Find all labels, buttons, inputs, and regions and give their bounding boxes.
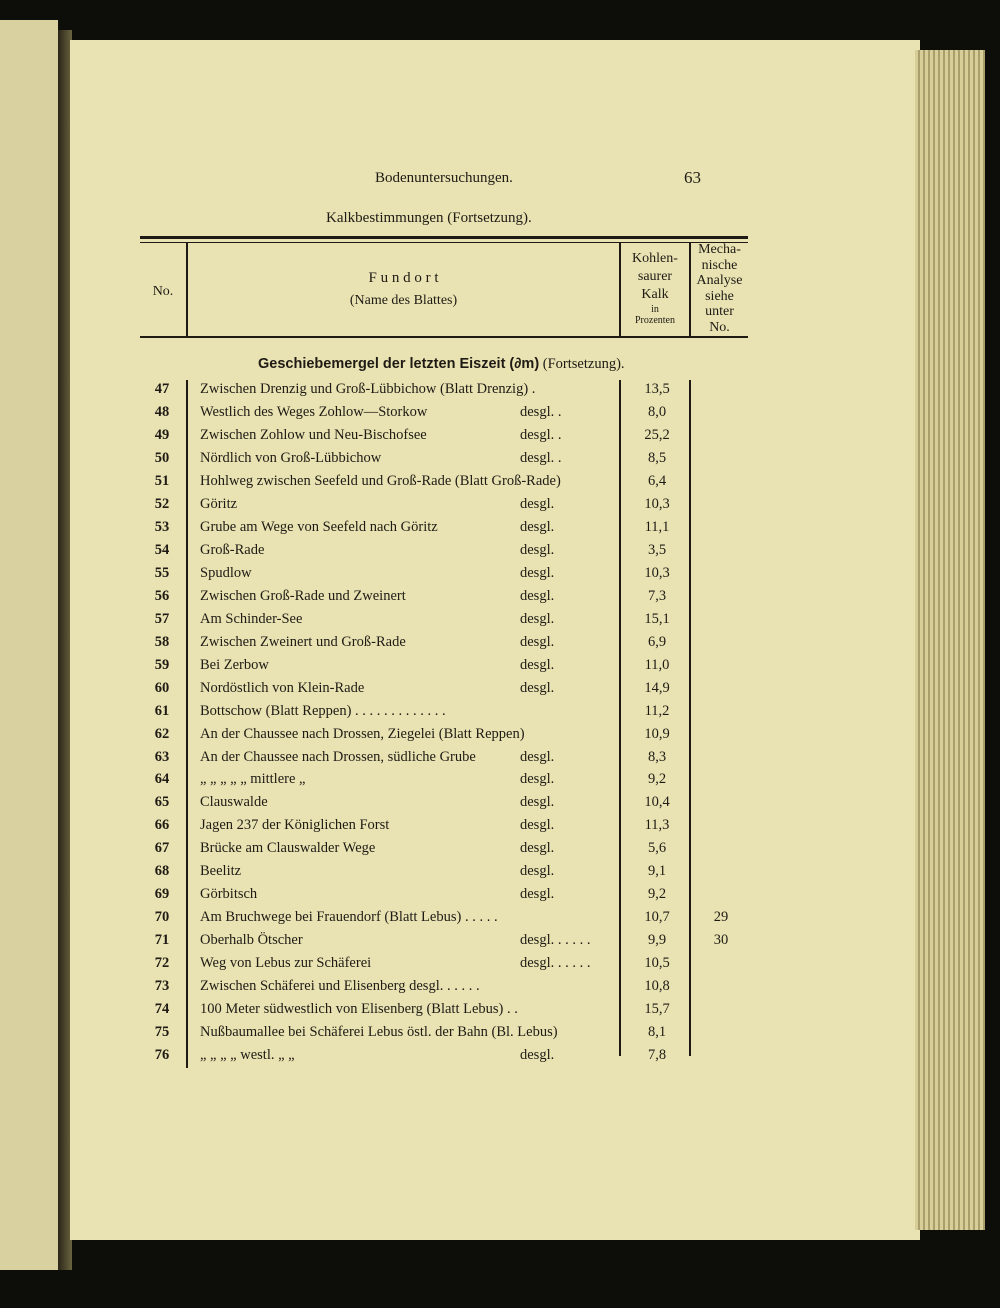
cell-place: Brücke am Clauswalder Wege [200, 840, 376, 857]
cell-ref: desgl. [520, 656, 555, 673]
cell-no: 51 [154, 472, 170, 489]
cell-no: 74 [154, 1001, 170, 1018]
cell-no: 69 [154, 886, 170, 903]
cell-place: Groß-Rade [200, 541, 265, 558]
cell-ref: desgl. [520, 518, 555, 535]
cell-value: 10,5 [644, 955, 670, 972]
cell-value: 7,8 [647, 1047, 667, 1064]
header-kalk-line: in [651, 304, 659, 315]
header-no: No. [152, 284, 174, 299]
table-row [140, 886, 750, 909]
table-row [140, 450, 750, 473]
section-heading-text: Geschiebemergel der letzten Eiszeit (∂m) [258, 356, 540, 372]
cell-ref: desgl. [520, 771, 555, 788]
cell-no: 50 [154, 449, 170, 466]
header-kalk-line: Kohlen- [632, 251, 678, 266]
cell-ref: desgl. . [520, 426, 562, 443]
cell-no: 73 [154, 978, 170, 995]
cell-value: 10,4 [644, 794, 670, 811]
cell-value: 9,1 [647, 863, 667, 880]
cell-value: 8,0 [647, 403, 667, 420]
table-row [140, 634, 750, 657]
cell-ref: desgl. [520, 840, 555, 857]
cell-ref: desgl. [520, 817, 555, 834]
cell-no: 64 [154, 771, 170, 788]
header-fundort-sub: (Name des Blattes) [349, 293, 458, 308]
cell-value: 7,3 [647, 587, 667, 604]
cell-value: 3,5 [647, 541, 667, 558]
header-kalk-line: Kalk [641, 287, 669, 302]
cell-no: 54 [154, 541, 170, 558]
cell-value: 15,7 [644, 1001, 670, 1018]
cell-value: 5,6 [647, 840, 667, 857]
cell-no: 72 [154, 955, 170, 972]
header-kalk-line: saurer [637, 269, 673, 284]
cell-place: Beelitz [200, 863, 242, 880]
cell-no: 56 [154, 587, 170, 604]
header-kalk-line: Prozenten [635, 315, 675, 326]
table-row [140, 611, 750, 634]
cell-place: Zwischen Zweinert und Groß-Rade [200, 633, 406, 650]
table-row [140, 588, 750, 611]
cell-value: 6,9 [647, 633, 667, 650]
table-row [140, 1024, 750, 1047]
header-rule [140, 336, 748, 338]
cell-analyse: 29 [713, 909, 729, 926]
cell-value: 10,3 [644, 564, 670, 581]
cell-place: Oberhalb Ötscher [200, 932, 303, 949]
table-row [140, 726, 750, 749]
cell-ref: desgl. [520, 748, 555, 765]
table-row [140, 565, 750, 588]
cell-value: 11,0 [644, 656, 670, 673]
table-row [140, 771, 750, 794]
top-rule-thin [140, 242, 748, 243]
col-divider [186, 243, 188, 336]
cell-no: 59 [154, 656, 170, 673]
top-rule [140, 236, 748, 239]
cell-place: Zwischen Drenzig und Groß-Lübbichow (Blatt Drenzig) . [200, 381, 536, 397]
cell-ref: desgl. [520, 633, 555, 650]
cell-place: „ „ „ „ „ mittlere „ [200, 771, 306, 788]
cell-no: 66 [154, 817, 170, 834]
cell-ref: desgl. . [520, 403, 562, 420]
cell-place: Görbitsch [200, 886, 258, 903]
cell-value: 9,2 [647, 886, 667, 903]
section-heading [258, 356, 625, 373]
cell-place: Göritz [200, 495, 238, 512]
header-analyse-line: unter [705, 304, 734, 319]
cell-no: 52 [154, 495, 170, 512]
cell-ref: desgl. [520, 495, 555, 512]
cell-value: 10,8 [644, 978, 670, 995]
cell-value: 10,7 [644, 909, 670, 926]
cell-ref: desgl. [520, 679, 555, 696]
cell-ref: desgl. [520, 610, 555, 627]
table-row [140, 932, 750, 955]
header-analyse-line: Mecha- [698, 242, 741, 257]
table-row [140, 909, 750, 932]
cell-value: 8,1 [647, 1024, 667, 1041]
left-page-edge [0, 20, 58, 1270]
table-row [140, 657, 750, 680]
cell-no: 70 [154, 909, 170, 926]
cell-no: 49 [154, 426, 170, 443]
cell-place: Hohlweg zwischen Seefeld und Groß-Rade (Blatt Groß-Rade) [200, 472, 561, 489]
cell-no: 53 [154, 518, 170, 535]
cell-no: 47 [154, 381, 170, 397]
header-analyse [691, 242, 748, 335]
table-row [140, 496, 750, 519]
table-row [140, 427, 750, 450]
cell-place: „ „ „ „ westl. „ „ [200, 1047, 295, 1064]
cell-no: 76 [154, 1047, 170, 1064]
cell-ref: desgl. [520, 541, 555, 558]
cell-place: Am Bruchwege bei Frauendorf (Blatt Lebus) . . . . . [200, 909, 498, 926]
cell-value: 6,4 [647, 472, 667, 489]
cell-place: Bottschow (Blatt Reppen) . . . . . . . . . . . . . [200, 702, 446, 719]
header-analyse-line: nische [701, 257, 738, 273]
table-row [140, 794, 750, 817]
table-title: Kalkbestimmungen (Fortsetzung). [326, 210, 532, 226]
cell-place: Westlich des Weges Zohlow—Storkow [200, 403, 428, 420]
table-row [140, 519, 750, 542]
header-analyse-line: siehe [705, 288, 734, 304]
cell-place: Am Schinder-See [200, 610, 303, 627]
cell-place: Nußbaumallee bei Schäferei Lebus östl. der Bahn (Bl. Lebus) [200, 1024, 558, 1041]
section-heading-suffix: (Fortsetzung). [542, 356, 625, 372]
cell-no: 75 [154, 1024, 170, 1041]
page-number: 63 [684, 168, 701, 187]
cell-place: An der Chaussee nach Drossen, südliche Grube [200, 748, 476, 765]
cell-place: Spudlow [200, 564, 252, 581]
cell-no: 63 [154, 748, 170, 765]
cell-no: 61 [154, 702, 170, 719]
cell-no: 48 [154, 403, 170, 420]
header-analyse-line: No. [709, 319, 730, 335]
cell-no: 55 [154, 564, 170, 581]
cell-ref: desgl. [520, 587, 555, 604]
cell-no: 60 [154, 679, 170, 696]
cell-ref: desgl. [520, 564, 555, 581]
cell-place: Zwischen Groß-Rade und Zweinert [200, 587, 406, 604]
table-row [140, 381, 750, 404]
header-kalk [621, 250, 689, 326]
cell-analyse: 30 [713, 932, 729, 949]
cell-no: 68 [154, 863, 170, 880]
table-row [140, 840, 750, 863]
cell-place: Nördlich von Groß-Lübbichow [200, 449, 382, 466]
cell-ref: desgl. . . . . . [520, 955, 591, 972]
cell-ref: desgl. [520, 863, 555, 880]
cell-no: 57 [154, 610, 170, 627]
table-row [140, 978, 750, 1001]
cell-ref: desgl. . [520, 449, 562, 466]
cell-value: 15,1 [644, 610, 670, 627]
cell-value: 8,5 [647, 449, 667, 466]
cell-place: An der Chaussee nach Drossen, Ziegelei (Blatt Reppen) [200, 725, 525, 742]
cell-ref: desgl. [520, 1047, 555, 1064]
cell-place: Zwischen Zohlow und Neu-Bischofsee [200, 426, 427, 443]
header-fundort: F u n d o r t [368, 270, 439, 286]
table-row [140, 703, 750, 726]
cell-place: Nordöstlich von Klein-Rade [200, 679, 365, 696]
table-row [140, 1047, 750, 1070]
cell-no: 65 [154, 794, 170, 811]
cell-no: 58 [154, 633, 170, 650]
cell-value: 8,3 [647, 748, 667, 765]
cell-place: Clauswalde [200, 794, 268, 811]
table-row [140, 817, 750, 840]
cell-place: Grube am Wege von Seefeld nach Göritz [200, 518, 438, 535]
cell-value: 11,1 [644, 518, 670, 535]
cell-place: Bei Zerbow [200, 656, 269, 673]
table-row [140, 473, 750, 496]
table-row [140, 404, 750, 427]
table-row [140, 955, 750, 978]
cell-ref: desgl. [520, 794, 555, 811]
table-row [140, 680, 750, 703]
cell-value: 10,3 [644, 495, 670, 512]
cell-ref: desgl. . . . . . [520, 932, 591, 949]
table-row [140, 1001, 750, 1024]
cell-value: 13,5 [644, 381, 670, 397]
cell-ref: desgl. [520, 886, 555, 903]
cell-no: 62 [154, 725, 170, 742]
cell-place: Weg von Lebus zur Schäferei [200, 955, 372, 972]
running-head: Bodenuntersuchungen. [375, 170, 513, 186]
cell-no: 67 [154, 840, 170, 857]
page-edges [915, 50, 985, 1230]
cell-value: 9,9 [647, 932, 667, 949]
cell-value: 10,9 [644, 725, 670, 742]
cell-value: 14,9 [644, 679, 670, 696]
table-row [140, 863, 750, 886]
cell-place: Zwischen Schäferei und Elisenberg desgl. . . . . . [200, 978, 480, 995]
table-row [140, 749, 750, 772]
table-row [140, 542, 750, 565]
header-analyse-line: Analyse [696, 273, 743, 288]
cell-place: 100 Meter südwestlich von Elisenberg (Blatt Lebus) . . [200, 1001, 518, 1018]
cell-value: 11,3 [644, 817, 670, 834]
cell-value: 25,2 [644, 426, 670, 443]
cell-no: 71 [154, 932, 170, 949]
cell-value: 9,2 [647, 771, 667, 788]
cell-value: 11,2 [644, 702, 670, 719]
cell-place: Jagen 237 der Königlichen Forst [200, 817, 390, 834]
